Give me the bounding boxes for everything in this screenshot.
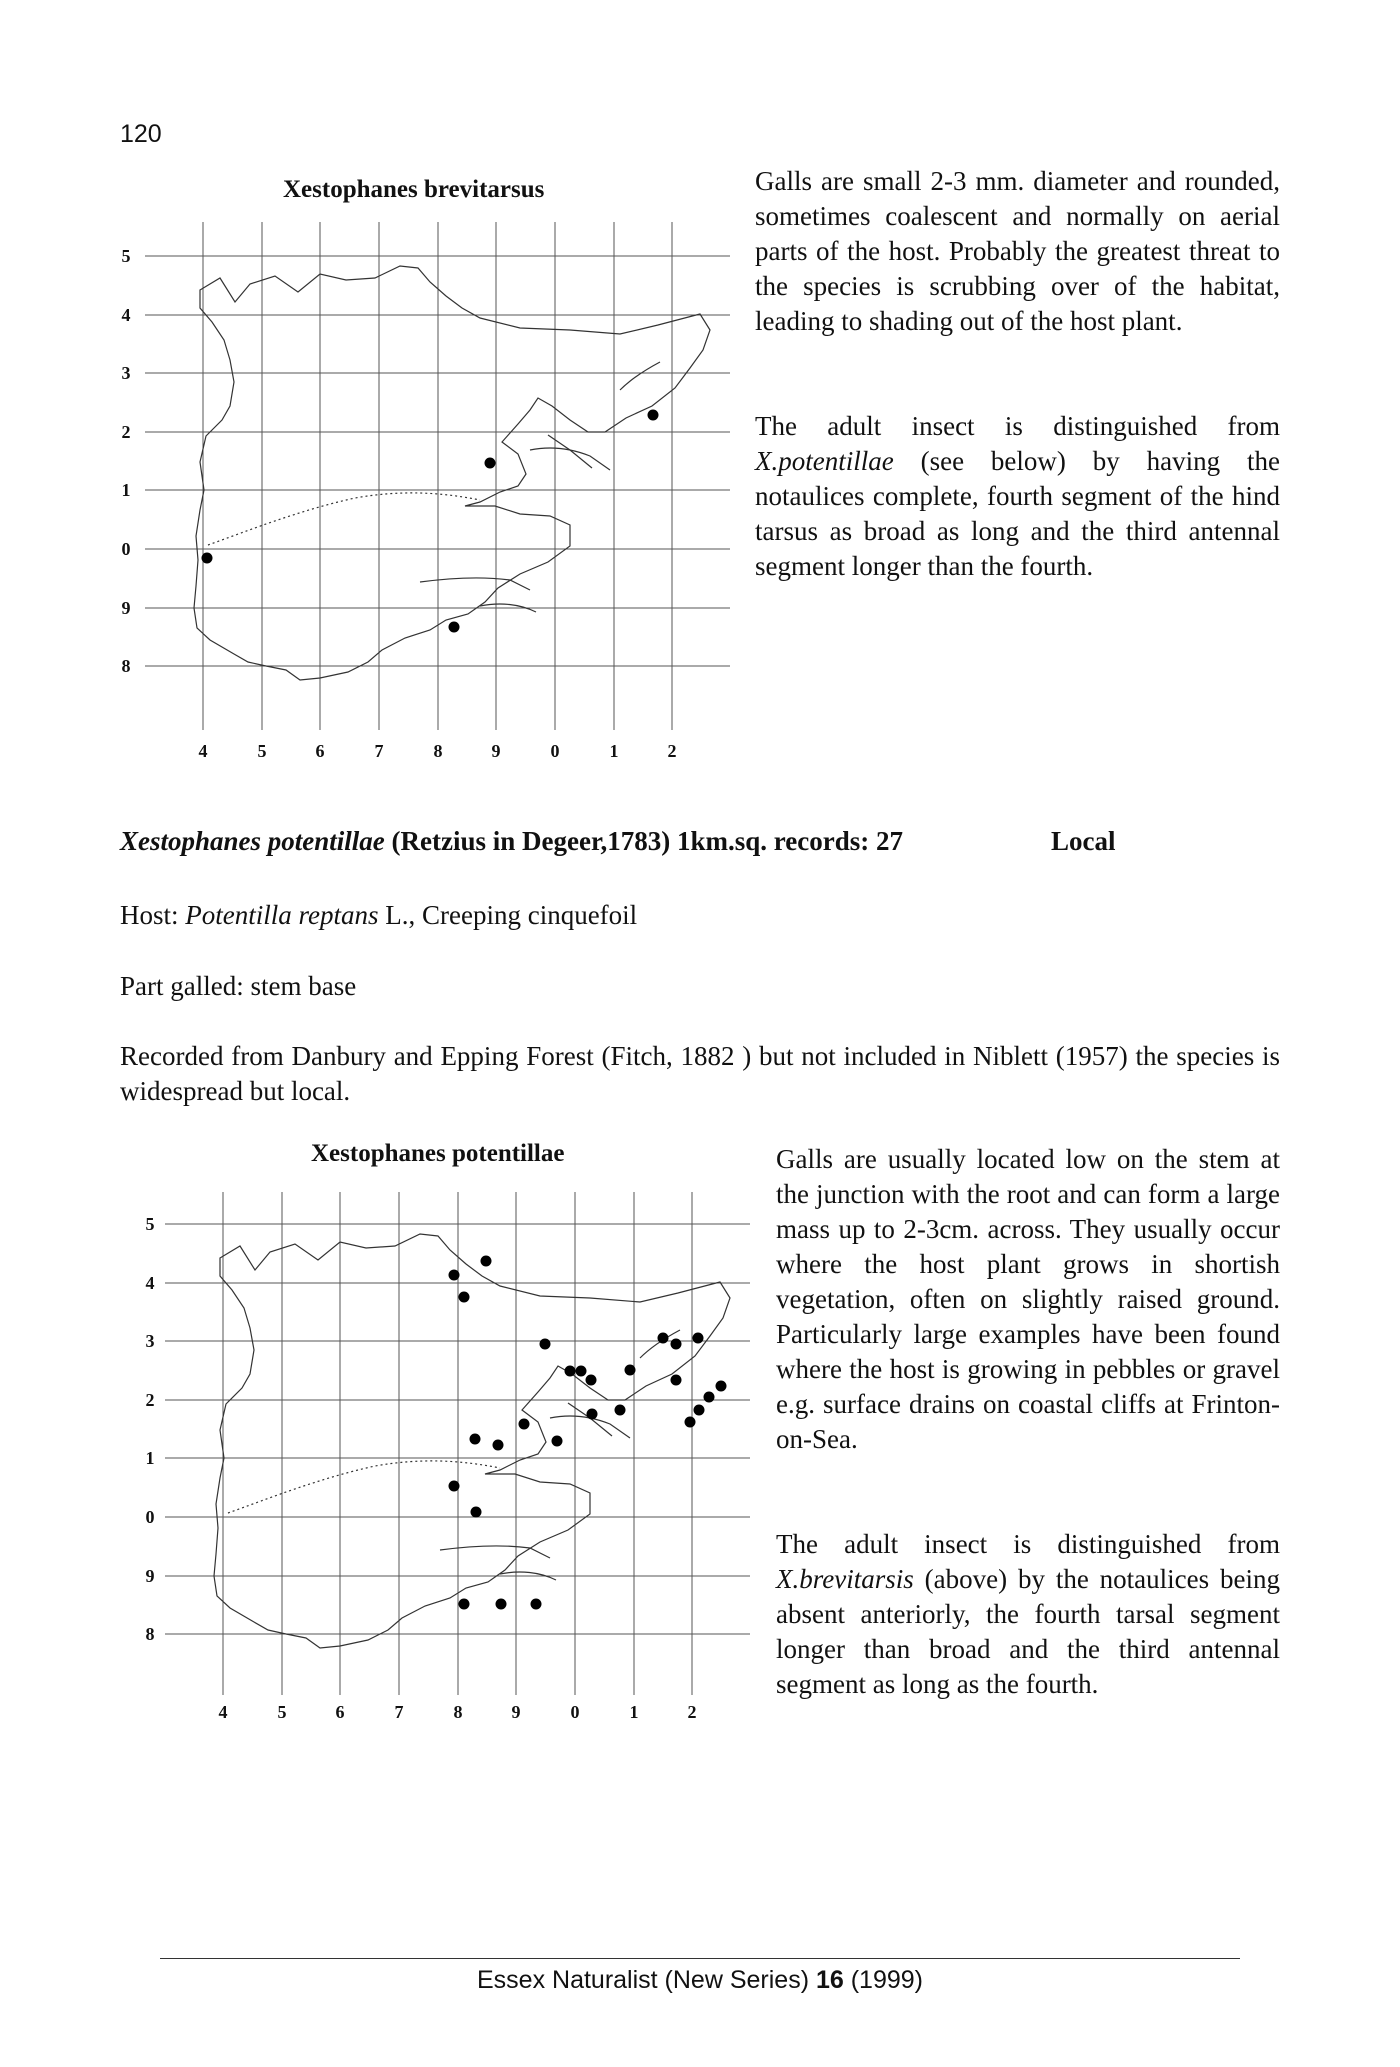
map-title-brevitarsus: Xestophanes brevitarsus xyxy=(283,176,545,203)
column-label: 2 xyxy=(667,741,677,761)
record-dot xyxy=(704,1392,715,1403)
footer-rule xyxy=(160,1958,1240,1959)
column-label: 0 xyxy=(570,1702,580,1722)
record-dot xyxy=(471,1507,482,1518)
distinction-species-name: X.brevitarsis xyxy=(776,1564,914,1594)
brevitarsus-description: Galls are small 2-3 mm. diameter and rounded, sometimes coalescent and normally on aerial parts of the host. Probably the greatest threat to the species is scrubbing over of the habitat, leading to shading out of the host plant. xyxy=(755,166,1280,336)
distribution-map-brevitarsus xyxy=(100,210,740,770)
host-line xyxy=(120,898,637,933)
row-label: 9 xyxy=(145,1566,155,1586)
record-dot xyxy=(685,1417,696,1428)
column-label: 4 xyxy=(198,741,208,761)
recorded-paragraph: Recorded from Danbury and Epping Forest (Fitch, 1882 ) but not included in Niblett (1957) the species is widespread but local. xyxy=(120,1041,1280,1106)
column-label: 8 xyxy=(453,1702,463,1722)
record-dot xyxy=(449,1270,460,1281)
record-dot xyxy=(716,1381,727,1392)
journal-name: Essex Naturalist (New Series) xyxy=(476,1966,816,1994)
record-dot xyxy=(449,1481,460,1492)
record-dot xyxy=(519,1419,530,1430)
row-label: 1 xyxy=(145,1448,155,1468)
row-label: 0 xyxy=(145,1507,155,1527)
row-label: 4 xyxy=(121,305,131,325)
record-dots xyxy=(202,410,659,633)
row-label: 2 xyxy=(121,422,131,442)
record-dot xyxy=(496,1599,507,1610)
record-dot xyxy=(493,1440,504,1451)
county-outline xyxy=(194,266,710,680)
record-dot xyxy=(615,1405,626,1416)
record-dot xyxy=(202,553,213,564)
record-dot xyxy=(552,1436,563,1447)
distinction-text-start: The adult insect is distinguished from xyxy=(776,1529,1280,1559)
record-dot xyxy=(565,1366,576,1377)
record-dot xyxy=(586,1375,597,1386)
species-authority: (Retzius in Degeer,1783) 1km.sq. records: 27 xyxy=(384,826,903,856)
column-labels xyxy=(199,741,677,761)
record-dot xyxy=(576,1366,587,1377)
record-dot xyxy=(459,1599,470,1610)
column-label: 1 xyxy=(629,1702,639,1722)
record-dot xyxy=(449,622,460,633)
row-label: 2 xyxy=(145,1390,155,1410)
column-label: 7 xyxy=(394,1702,404,1722)
record-dot xyxy=(648,410,659,421)
distinction-text-rest: (see below) by having the notaulices complete, fourth segment of the hind tarsus as broad as long and the third antennal segment longer than the fourth. xyxy=(755,446,1280,581)
species-heading xyxy=(120,826,903,857)
record-dot xyxy=(693,1333,704,1344)
column-label: 1 xyxy=(609,741,619,761)
host-label: Host: xyxy=(120,900,186,930)
column-label: 9 xyxy=(491,741,501,761)
distribution-map-potentillae xyxy=(120,1170,760,1730)
distinction-text-rest: (above) by the notaulices being absent anteriorly, the fourth tarsal segment longer than broad and the third antennal segment as long as the fourth. xyxy=(776,1564,1280,1699)
host-plant-common-name: L., Creeping cinquefoil xyxy=(378,900,638,930)
row-label: 3 xyxy=(121,363,131,383)
record-dot xyxy=(671,1375,682,1386)
record-dot xyxy=(485,458,496,469)
part-galled: Part galled: stem base xyxy=(120,971,357,1001)
row-label: 4 xyxy=(145,1273,155,1293)
journal-year: (1999) xyxy=(843,1966,923,1994)
page-number: 120 xyxy=(120,120,162,148)
column-label: 6 xyxy=(335,1702,345,1722)
record-dots xyxy=(449,1256,727,1610)
record-dot xyxy=(625,1365,636,1376)
column-label: 2 xyxy=(687,1702,697,1722)
column-label: 4 xyxy=(218,1702,228,1722)
row-label: 5 xyxy=(145,1214,155,1234)
column-label: 0 xyxy=(550,741,560,761)
column-label: 7 xyxy=(374,741,384,761)
row-label: 0 xyxy=(121,539,131,559)
journal-footer xyxy=(0,1966,1400,1995)
row-label: 8 xyxy=(121,656,131,676)
row-label: 5 xyxy=(121,246,131,266)
record-dot xyxy=(459,1292,470,1303)
row-label: 8 xyxy=(145,1624,155,1644)
distinction-text-start: The adult insect is distinguished from xyxy=(755,411,1280,441)
row-labels xyxy=(122,246,131,676)
record-dot xyxy=(671,1339,682,1350)
record-dot xyxy=(481,1256,492,1267)
record-dot xyxy=(540,1339,551,1350)
record-dot xyxy=(658,1333,669,1344)
record-dot xyxy=(470,1434,481,1445)
column-label: 6 xyxy=(315,741,325,761)
potentillae-distinction xyxy=(776,1527,1280,1702)
journal-volume: 16 xyxy=(815,1966,844,1994)
species-name: Xestophanes potentillae xyxy=(120,826,385,856)
row-label: 9 xyxy=(121,598,131,618)
brevitarsus-distinction xyxy=(755,409,1280,584)
row-label: 1 xyxy=(121,480,131,500)
column-label: 9 xyxy=(511,1702,521,1722)
record-dot xyxy=(694,1405,705,1416)
column-label: 5 xyxy=(257,741,267,761)
record-dot xyxy=(531,1599,542,1610)
status-label: Local xyxy=(1051,826,1116,856)
row-labels xyxy=(146,1214,155,1644)
record-dot xyxy=(587,1409,598,1420)
column-labels xyxy=(219,1702,697,1722)
host-plant-name: Potentilla reptans xyxy=(185,900,379,930)
row-label: 3 xyxy=(145,1331,155,1351)
distinction-species-name: X.potentillae xyxy=(755,446,894,476)
column-label: 8 xyxy=(433,741,443,761)
column-label: 5 xyxy=(277,1702,287,1722)
map-title-potentillae: Xestophanes potentillae xyxy=(311,1140,565,1167)
potentillae-description: Galls are usually located low on the stem at the junction with the root and can form a large mass up to 2-3cm. across. They usually occur where the host plant grows in shortish vegetation, often on slightly raised ground. Particularly large examples have been found where the host is growing in pebbles or gravel e.g. surface drains on coastal cliffs at Frinton-on-Sea. xyxy=(776,1144,1280,1454)
